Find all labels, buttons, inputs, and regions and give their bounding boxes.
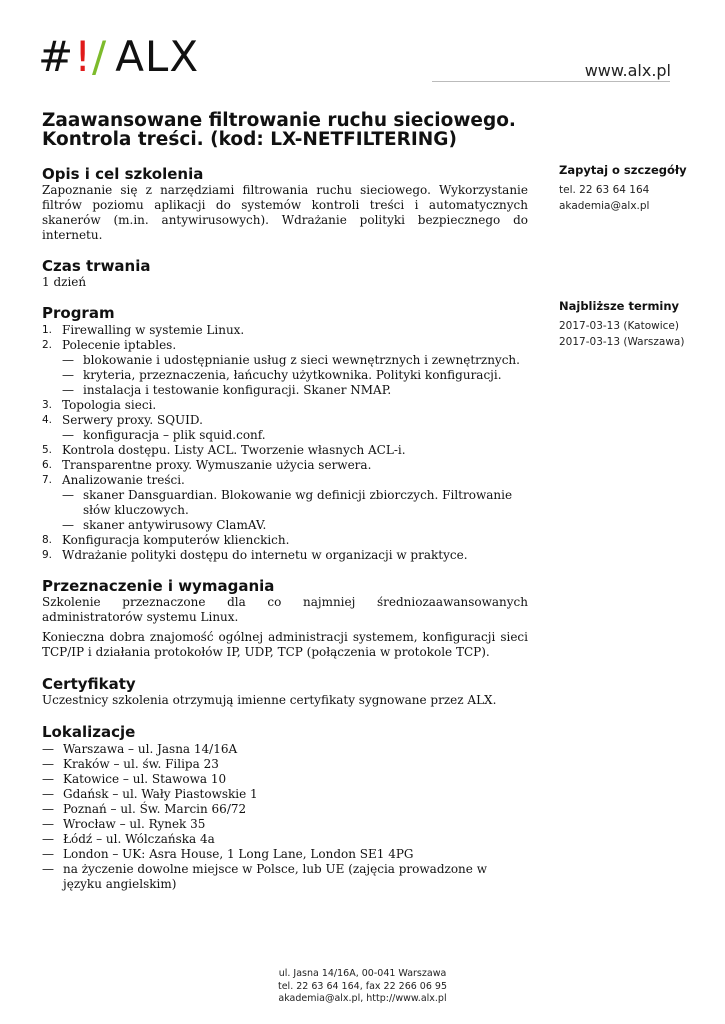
dash-bullet: — — [42, 787, 54, 801]
program-item-number: 7. — [42, 474, 53, 486]
sidebar-terms — [559, 298, 684, 350]
program-item-text: Topologia sieci. — [62, 398, 157, 412]
contact-email-link[interactable]: akademia@alx.pl — [559, 200, 650, 212]
section-heading: Przeznaczenie i wymagania — [42, 577, 275, 595]
location-item — [42, 832, 528, 847]
course-title: Zaawansowane filtrowanie ruchu sieciowego. Kontrola treści. (kod: LX-NETFILTERING) — [42, 110, 516, 150]
program-item-number: 4. — [42, 414, 53, 426]
dash-bullet: — — [42, 847, 54, 861]
location-text: Gdańsk – ul. Wały Piastowskie 1 — [63, 787, 258, 801]
dash-bullet: — — [42, 742, 54, 756]
program-item-text: Firewalling w systemie Linux. — [62, 323, 245, 337]
location-text: na życzenie dowolne miejsce w Polsce, lub UE (zajęcia prowadzone w języku angielskim) — [63, 862, 487, 891]
program-item-number: 6. — [42, 459, 53, 471]
program-item-number: 2. — [42, 339, 53, 351]
section-heading: Opis i cel szkolenia — [42, 165, 204, 183]
location-item — [42, 802, 528, 817]
page-footer — [0, 968, 725, 1006]
program-item-text: Serwery proxy. SQUID. — [62, 413, 203, 427]
program-item-number: 3. — [42, 399, 53, 411]
program-subitems — [62, 488, 528, 533]
location-text: Łódź – ul. Wólczańska 4a — [63, 832, 215, 846]
requirements-paragraph: Konieczna dobra znajomość ogólnej administracji systemem, konfiguracji sieci TCP/IP i działania protokołów IP, UDP, TCP (połączenia w protokole TCP). — [42, 630, 528, 659]
section-heading: Certyfikaty — [42, 675, 136, 693]
term-item[interactable]: 2017-03-13 (Katowice) — [559, 320, 679, 332]
location-text: London – UK: Asra House, 1 Long Lane, London SE1 4PG — [63, 847, 414, 861]
certificates-text: Uczestnicy szkolenia otrzymują imienne certyfikaty sygnowane przez ALX. — [42, 693, 497, 707]
section-duration — [42, 258, 528, 290]
location-item — [42, 787, 528, 802]
program-subitem — [62, 518, 528, 533]
program-subitem-text: konfiguracja – plik squid.conf. — [83, 428, 266, 442]
program-item — [42, 473, 528, 533]
dash-bullet: — — [42, 772, 54, 786]
program-subitem-text: skaner antywirusowy ClamAV. — [83, 518, 267, 532]
dash-bullet: — — [42, 862, 54, 876]
program-item-text: Polecenie iptables. — [62, 338, 177, 352]
dash-bullet: — — [42, 832, 54, 846]
duration-text: 1 dzień — [42, 275, 87, 289]
location-text: Katowice – ul. Stawowa 10 — [63, 772, 227, 786]
contact-heading: Zapytaj o szczegóły — [559, 163, 687, 177]
program-item-text: Konfiguracja komputerów klienckich. — [62, 533, 290, 547]
logo-text: ALX — [115, 32, 200, 81]
program-item — [42, 398, 528, 413]
section-heading: Czas trwania — [42, 257, 151, 275]
dash-bullet: — — [42, 817, 54, 831]
program-subitem-text: blokowanie i udostępnianie usług z sieci wewnętrznych i zewnętrznych. — [83, 353, 520, 367]
program-item — [42, 548, 528, 563]
description-text: Zapoznanie się z narzędziami filtrowania ruchu sieciowego. Wykorzystanie filtrów poziomu aplikacji do systemów kontroli treści i automatycznych skanerów (m.in. antywirusowych). Wdrażanie polityki bezpiecznego do internetu. — [42, 183, 528, 242]
logo-exclamation: ! — [74, 32, 93, 81]
location-text: Wrocław – ul. Rynek 35 — [63, 817, 206, 831]
location-text: Warszawa – ul. Jasna 14/16A — [63, 742, 238, 756]
section-locations — [42, 724, 528, 892]
program-subitems — [62, 428, 528, 443]
program-item — [42, 413, 528, 443]
locations-list — [42, 742, 528, 892]
terms-heading: Najbliższe terminy — [559, 299, 680, 313]
sidebar-contact — [559, 162, 687, 214]
dash-bullet: — — [62, 518, 74, 532]
program-item — [42, 323, 528, 338]
location-text: Kraków – ul. św. Filipa 23 — [63, 757, 219, 771]
dash-bullet: — — [42, 802, 54, 816]
program-item — [42, 458, 528, 473]
dash-bullet: — — [62, 353, 74, 367]
location-item — [42, 772, 528, 787]
program-item — [42, 338, 528, 398]
program-subitem-text: instalacja i testowanie konfiguracji. Skaner NMAP. — [83, 383, 392, 397]
location-item — [42, 862, 528, 892]
location-item — [42, 757, 528, 772]
logo-hash: # — [38, 32, 75, 81]
program-subitem-text: skaner Dansguardian. Blokowanie wg definicji zbiorczych. Filtrowanie słów kluczowych. — [83, 488, 513, 517]
alx-logo[interactable] — [38, 33, 199, 81]
program-item-text: Analizowanie treści. — [62, 473, 185, 487]
dash-bullet: — — [42, 757, 54, 771]
section-requirements — [42, 578, 528, 660]
program-item-number: 1. — [42, 324, 53, 336]
dash-bullet: — — [62, 368, 74, 382]
section-description — [42, 166, 528, 243]
contact-phone: tel. 22 63 64 164 — [559, 184, 650, 196]
dash-bullet: — — [62, 383, 74, 397]
program-item — [42, 533, 528, 548]
program-item-number: 8. — [42, 534, 53, 546]
footer-phone: tel. 22 63 64 164, fax 22 266 06 95 — [277, 980, 447, 992]
header-divider — [432, 81, 670, 82]
location-text: Poznań – ul. Św. Marcin 66/72 — [63, 802, 247, 816]
section-heading: Lokalizacje — [42, 723, 136, 741]
dash-bullet: — — [62, 428, 74, 442]
section-heading: Program — [42, 304, 115, 322]
logo-slash: / — [92, 32, 108, 81]
program-subitem — [62, 383, 528, 398]
program-subitems — [62, 353, 528, 398]
program-subitem — [62, 353, 528, 368]
term-item[interactable]: 2017-03-13 (Warszawa) — [559, 336, 685, 348]
main-content — [42, 111, 528, 892]
program-subitem — [62, 428, 528, 443]
program-item-number: 5. — [42, 444, 53, 456]
footer-address: ul. Jasna 14/16A, 00-041 Warszawa — [278, 968, 447, 979]
site-url-link[interactable]: www.alx.pl — [584, 61, 671, 80]
program-item-text: Wdrażanie polityki dostępu do internetu w organizacji w praktyce. — [62, 548, 468, 562]
program-subitem — [62, 368, 528, 383]
location-item — [42, 847, 528, 862]
dash-bullet: — — [62, 488, 74, 502]
location-item — [42, 742, 528, 757]
program-subitem-text: kryteria, przeznaczenia, łańcuchy użytkownika. Polityki konfiguracji. — [83, 368, 502, 382]
requirements-paragraph: Szkolenie przeznaczone dla co najmniej średniozaawansowanych administratorów systemu Linux. — [42, 595, 528, 624]
program-item-text: Kontrola dostępu. Listy ACL. Tworzenie własnych ACL-i. — [62, 443, 406, 457]
section-program — [42, 305, 528, 563]
program-subitem — [62, 488, 528, 518]
location-item — [42, 817, 528, 832]
program-item-text: Transparentne proxy. Wymuszanie użycia serwera. — [62, 458, 372, 472]
program-item — [42, 443, 528, 458]
program-list — [42, 323, 528, 563]
footer-links[interactable]: akademia@alx.pl, http://www.alx.pl — [278, 993, 447, 1004]
section-certificates — [42, 676, 528, 708]
program-item-number: 9. — [42, 549, 53, 561]
